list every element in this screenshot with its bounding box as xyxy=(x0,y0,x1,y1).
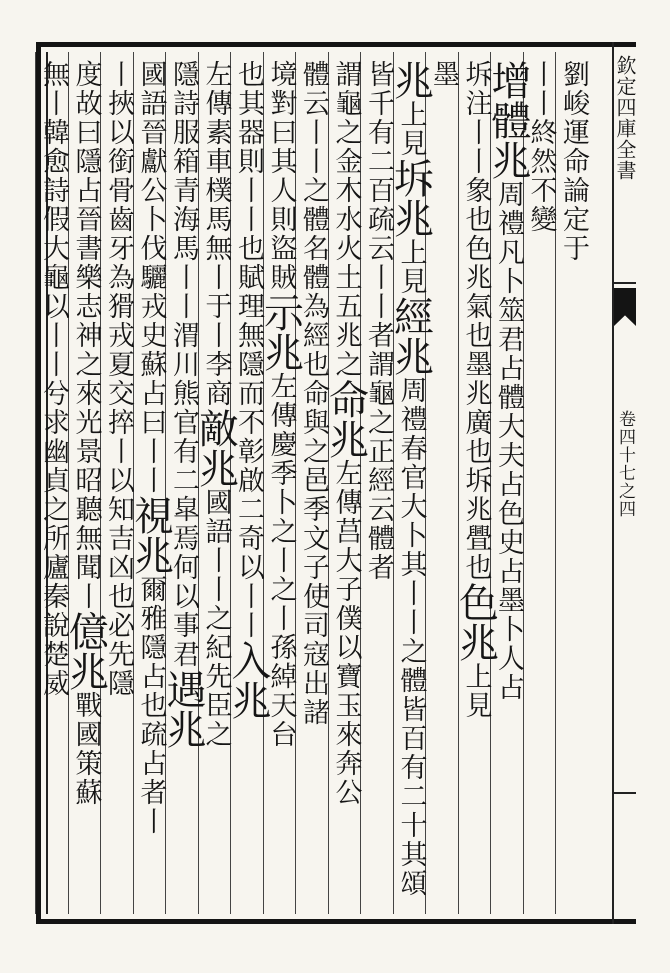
entry-text: 境對曰其人則盜賊 xyxy=(265,60,297,292)
entry-heading: 坼兆 xyxy=(387,158,434,238)
entry-heading: 兆 xyxy=(387,60,434,100)
text-column xyxy=(101,60,135,918)
entry-text: 上見 xyxy=(395,238,427,296)
entry-text: 上見 xyxy=(395,100,427,158)
entry-heading: 示兆 xyxy=(257,292,304,372)
entry-heading: 經兆 xyxy=(387,296,434,376)
text-column xyxy=(257,60,304,918)
entry-text: 也其器則丨丨也 xyxy=(233,60,264,263)
entry-text: 左傳莒大子僕以寶玉來奔公 xyxy=(330,459,362,807)
text-column xyxy=(485,60,531,918)
entry-heading: 億兆 xyxy=(62,611,109,691)
entry-heading: 增 xyxy=(485,60,531,100)
entry-text: 度故曰隱占晉書樂志神之來光景昭聽無聞丨 xyxy=(70,60,102,611)
entry-heading: 入兆 xyxy=(225,640,271,720)
entry-text: 周禮凡卜筮君占體大夫占色史占墨卜人占 xyxy=(493,180,524,702)
entry-text: 丨挾以銜骨齒牙為猾戎夏交捽 xyxy=(103,60,134,437)
entry-heading: 敵兆 xyxy=(192,408,239,488)
entry-text: 謂龜之金木水火土五兆之 xyxy=(330,60,362,379)
text-column xyxy=(127,60,174,918)
entry-text: 左傳慶季卜之丨之丨孫綽天台 xyxy=(265,372,297,749)
text-column xyxy=(556,60,590,918)
edge-lower-rule xyxy=(614,792,636,794)
text-column xyxy=(62,60,109,918)
entry-text: 周禮春官大卜其丨丨之體皆百有二十其頌 xyxy=(395,376,427,898)
text-column xyxy=(361,60,395,918)
entry-text: 墨 xyxy=(428,60,459,89)
text-column xyxy=(322,60,369,918)
entry-text: 坼注丨丨象也色兆氣也墨兆廣也坼兆舋也 xyxy=(460,60,492,582)
entry-text: 體云丨丨之體名體為經也 xyxy=(298,60,329,379)
entry-text: 丨以知吉凶也必先隱 xyxy=(103,437,134,698)
entry-heading: 視兆 xyxy=(127,495,174,575)
entry-text: 劉峻運命論定于 xyxy=(558,60,589,263)
entry-text: 國語晉獻公卜伐驪戎史蘇占曰丨丨 xyxy=(135,60,167,495)
text-column xyxy=(36,60,70,918)
entry-text: 丨丨終然不變 xyxy=(525,60,557,234)
entry-text: 賦理無隱而不彰啟二奇以丨丨 xyxy=(233,263,264,640)
text-column xyxy=(296,60,330,918)
entry-text: 國語丨丨之紀先臣之 xyxy=(200,488,232,749)
entry-text: 上見 xyxy=(460,662,492,720)
entry-text: 秦說楚威 xyxy=(38,582,69,698)
entry-text: 隱詩服箱青海馬丨丨渭川熊 xyxy=(168,60,199,408)
text-column xyxy=(160,60,206,918)
text-column xyxy=(225,60,271,918)
edge-volume-number: 卷四十七之四 xyxy=(615,410,635,518)
entry-text: 爾雅隱占也疏占者丨 xyxy=(135,575,167,836)
entry-heading: 體兆 xyxy=(485,100,531,180)
text-column xyxy=(192,60,239,918)
text-column xyxy=(524,60,558,918)
fish-tail-rule xyxy=(614,282,636,284)
text-column xyxy=(452,60,499,918)
entry-heading: 色兆 xyxy=(452,582,499,662)
entry-text: 左傳素車樸馬無丨于丨李商 xyxy=(200,60,232,408)
entry-text: 官有二皐焉何以事君 xyxy=(168,408,199,669)
entry-text: 皆千有二百疏云丨丨者謂龜之正經云體者 xyxy=(363,60,394,582)
entry-text: 命與之邑季文子使司寇出諸 xyxy=(298,379,329,727)
entry-text: 戰國策蘇 xyxy=(70,691,102,807)
text-column xyxy=(387,60,434,918)
edge-book-title: 欽定四庫全書 xyxy=(613,55,637,181)
entry-heading: 遇兆 xyxy=(160,669,206,749)
entry-text: 無丨韓愈詩假大龜以丨丨兮求幽貞之所廬 xyxy=(38,60,69,582)
entry-heading: 命兆 xyxy=(322,379,369,459)
